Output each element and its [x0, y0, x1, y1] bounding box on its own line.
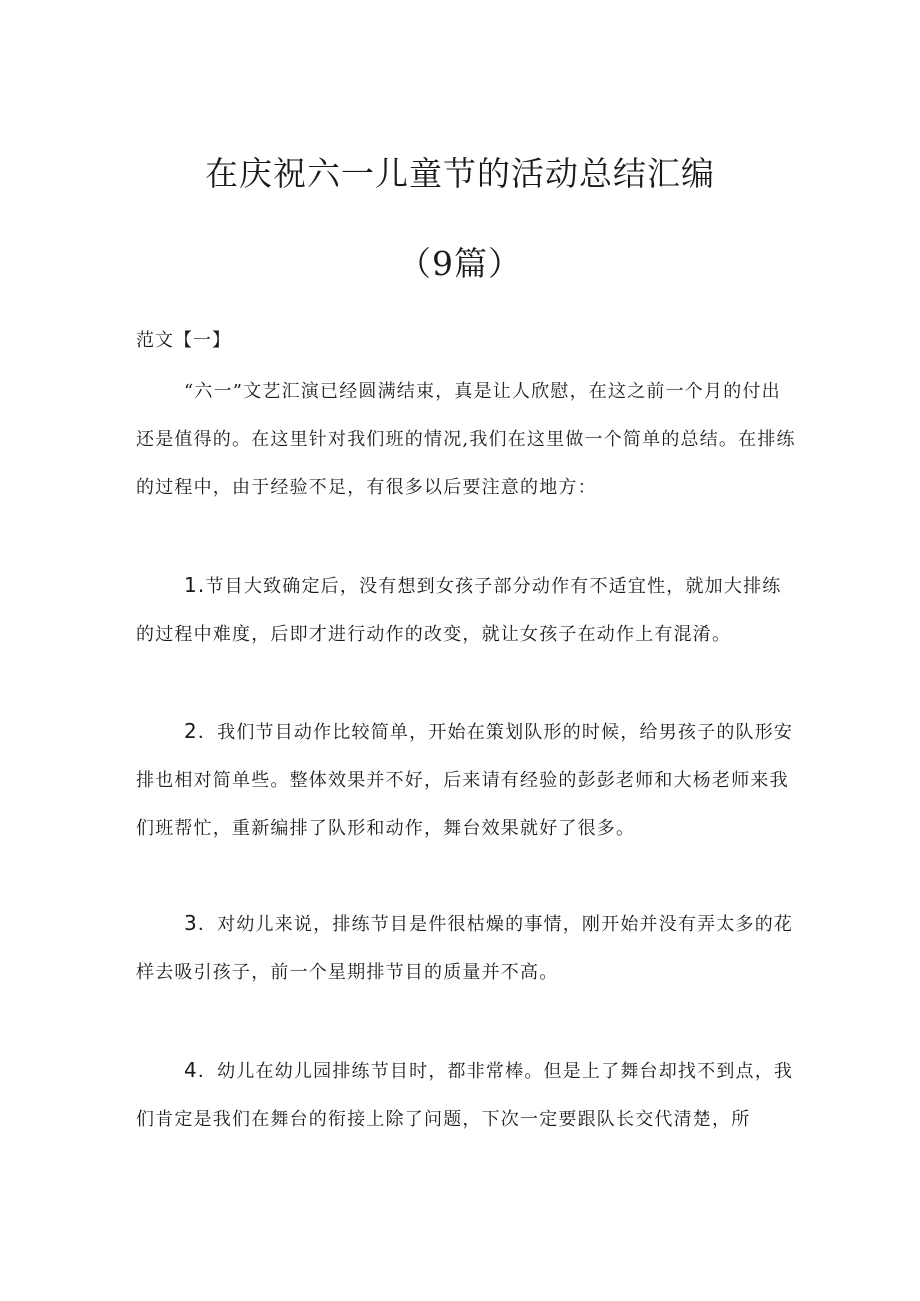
list-item [136, 707, 796, 853]
section-label: 范文【一】 [136, 330, 231, 351]
list-item [136, 1046, 796, 1144]
item-number: 1. [184, 573, 206, 597]
item-text: ．我们节目动作比较简单，开始在策划队形的时候，给男孩子的队形安排也相对简单些。整体效果并不好，后来请有经验的彭彭老师和大杨老师来我们班帮忙，重新编排了队形和动作，舞台效果就好了很多。 [136, 722, 794, 839]
document-subtitle: （9篇） [398, 244, 522, 283]
item-text: ．幼儿在幼儿园排练节目时，都非常棒。但是上了舞台却找不到点，我们肯定是我们在舞台的衔接上除了问题，下次一定要跟队长交代清楚，所 [136, 1061, 794, 1130]
item-number: 3 [184, 911, 198, 935]
list-item [136, 561, 796, 659]
item-text: 节目大致确定后，没有想到女孩子部分动作有不适宜性，就加大排练的过程中难度，后即才进行动作的改变，就让女孩子在动作上有混淆。 [136, 576, 782, 645]
item-number: 2 [184, 719, 198, 743]
document-title: 在庆祝六一儿童节的活动总结汇编 [205, 154, 715, 193]
item-text: ．对幼儿来说，排练节目是件很枯燥的事情，刚开始并没有弄太多的花样去吸引孩子，前一个星期排节目的质量并不高。 [136, 914, 794, 983]
item-number: 4 [184, 1058, 198, 1082]
intro-paragraph: “六一”文艺汇演已经圆满结束，真是让人欣慰，在这之前一个月的付出还是值得的。在这里针对我们班的情况,我们在这里做一个简单的总结。在排练的过程中，由于经验不足，有很多以后要注意的地方： [136, 381, 796, 498]
list-item [136, 899, 796, 997]
